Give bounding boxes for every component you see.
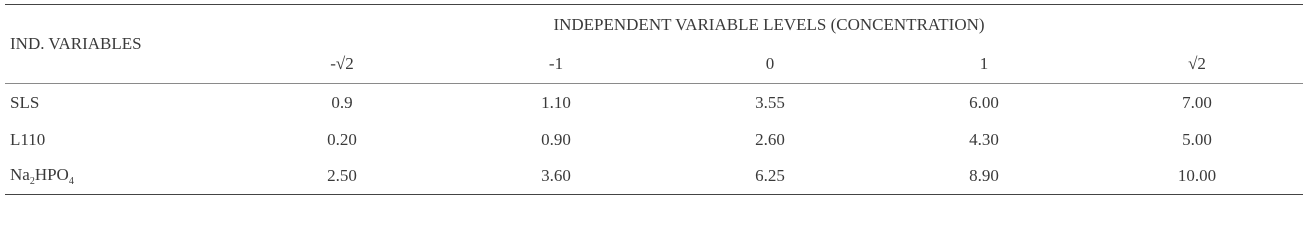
independent-variables-table <box>5 4 1303 195</box>
table-cell: 0.90 <box>541 130 571 149</box>
level-header: -√2 <box>235 46 449 84</box>
table-cell: 6.25 <box>755 166 785 185</box>
levels-group-header: INDEPENDENT VARIABLE LEVELS (CONCENTRATION) <box>553 15 985 35</box>
level-header: 0 <box>663 46 877 84</box>
formula-subscript: 4 <box>68 176 74 187</box>
table-cell: 5.00 <box>1182 130 1212 149</box>
variable-name <box>5 158 235 195</box>
table-cell: 8.90 <box>969 166 999 185</box>
level-header: -1 <box>449 46 663 84</box>
variable-name: SLS <box>10 93 40 112</box>
table-cell: 2.60 <box>755 130 785 149</box>
data-table-container <box>5 4 1303 195</box>
table-row <box>5 84 1303 123</box>
table-cell: 1.10 <box>541 93 571 112</box>
table-cell: 2.50 <box>327 166 357 185</box>
table-cell: 0.9 <box>331 93 353 112</box>
table-row <box>5 158 1303 195</box>
table-cell: 3.55 <box>755 93 785 112</box>
variable-name: L110 <box>10 130 46 149</box>
formula-subscript: 2 <box>29 176 35 187</box>
header-row-top <box>5 5 1303 46</box>
table-cell: 4.30 <box>969 130 999 149</box>
table-row <box>5 122 1303 158</box>
ind-variables-header: IND. VARIABLES <box>5 5 235 84</box>
table-cell: 7.00 <box>1182 93 1212 112</box>
formula-part: Na <box>10 165 30 184</box>
table-cell: 0.20 <box>327 130 357 149</box>
level-header: 1 <box>877 46 1091 84</box>
level-header: √2 <box>1091 46 1303 84</box>
table-cell: 6.00 <box>969 93 999 112</box>
table-cell: 3.60 <box>541 166 571 185</box>
formula-part: HPO <box>34 165 69 184</box>
table-cell: 10.00 <box>1177 166 1217 185</box>
